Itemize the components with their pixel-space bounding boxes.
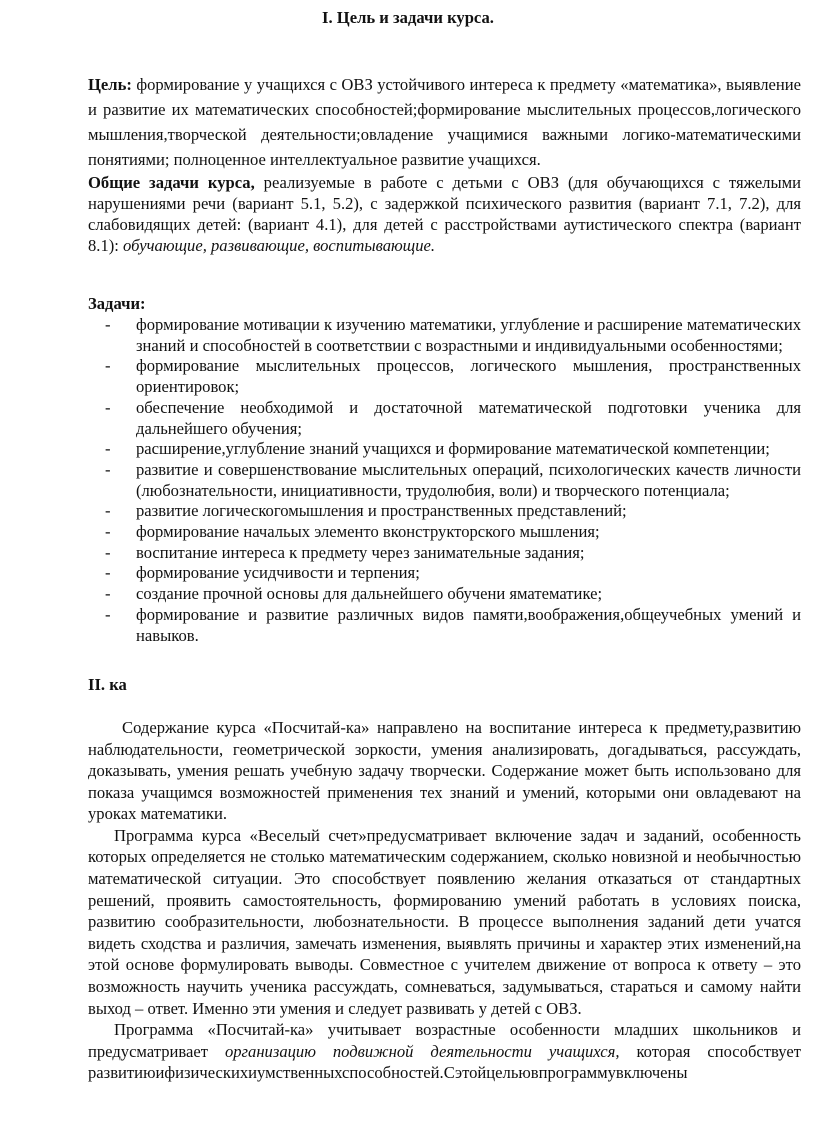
p3-italic: организацию подвижной деятельности учащихся, xyxy=(224,1041,620,1061)
task-item xyxy=(88,315,801,356)
content-paragraph-3 xyxy=(88,1019,801,1084)
section-2-title: II. ка xyxy=(88,675,127,695)
task-item xyxy=(88,563,801,584)
task-item-text: формирование усидчивости и терпения; xyxy=(136,563,420,583)
list-dash: - xyxy=(105,501,111,521)
task-item xyxy=(88,501,801,522)
task-item xyxy=(88,522,801,543)
list-dash: - xyxy=(105,397,111,417)
task-item-text: обеспечение необходимой и достаточной математической подготовки ученика для дальнейшего обучения; xyxy=(136,397,801,438)
content-paragraph-2: Программа курса «Веселый счет»предусматривает включение задач и заданий, особенность которых определяется не столько математическим содержанием, сколько новизной и необычностью математической ситуации. Это способствует появлению желания отказаться от стандартных решений, проявить самостоятельность, формированию умений работать в условиях поиска, развитию сообразительности, любознательности. В процессе выполнения заданий дети учатся видеть сходства и различия, замечать изменения, выявлять причины и характер этих изменений,на этой основе формулировать выводы. Совместное с учителем движение от вопроса к ответу – это возможность научить ученика рассуждать, сомневаться, задумываться, стараться и самому найти выход – ответ. Именно эти умения и следует развивать у детей с ОВЗ. xyxy=(88,825,801,1018)
list-dash: - xyxy=(105,439,111,459)
content-paragraph-1: Содержание курса «Посчитай-ка» направлено на воспитание интереса к предмету,развитию наблюдательности, геометрической зоркости, умения анализировать, догадываться, рассуждать, доказывать, умения решать учебную задачу творчески. Содержание может быть использовано для показа учащимся возможностей применения тех знаний и умений, которыми они овладевают на уроках математики. xyxy=(88,718,801,824)
task-item-text: формирование начальых элементо вконструкторского мышления; xyxy=(136,522,600,542)
task-item-text: развитие и совершенствование мыслительных операций, психологических качеств личности (любознательности, инициативности, трудолюбия, воли) и творческого потенциала; xyxy=(136,459,801,500)
task-item-text: создание прочной основы для дальнейшего обучени яматематике; xyxy=(136,584,603,604)
general-tasks-italic: обучающие, развивающие, воспитывающие. xyxy=(123,236,436,255)
general-tasks-label: Общие задачи курса, xyxy=(88,173,255,192)
p3-text-start: Программа «Посчитай-ка» учитывает возрастные особенности младших школьников и предусматривает xyxy=(88,1020,801,1061)
task-item xyxy=(88,356,801,397)
task-item-text: воспитание интереса к предмету через занимательные задания; xyxy=(136,542,585,562)
tasks-heading: Задачи: xyxy=(88,294,146,313)
task-item-text: формирование и развитие различных видов памяти,воображения,общеучебных умений и навыков. xyxy=(136,604,801,645)
goal-text: формирование у учащихся с ОВЗ устойчивого интереса к предмету «математика», выявление и развитие их математических способностей;формирование мыслительных процессов,логического мышления,творческой деятельности;овладение учащимися важными логико-математическими понятиями; полноценное интеллектуальное развитие учащихся. xyxy=(88,75,801,169)
list-dash: - xyxy=(105,459,111,479)
task-item xyxy=(88,584,801,605)
task-item-text: развитие логическогомышления и пространственных представлений; xyxy=(136,501,627,521)
list-dash: - xyxy=(105,604,111,624)
goal-paragraph xyxy=(88,72,801,172)
list-dash: - xyxy=(105,522,111,542)
list-dash: - xyxy=(105,356,111,376)
task-item xyxy=(88,439,801,460)
list-dash: - xyxy=(105,584,111,604)
list-dash: - xyxy=(105,563,111,583)
section-1-title: I. Цель и задачи курса. xyxy=(322,8,494,27)
list-dash: - xyxy=(105,542,111,562)
task-item xyxy=(88,460,801,501)
task-item xyxy=(88,398,801,439)
task-item-text: формирование мотивации к изучению математики, углубление и расширение математических знаний и способностей в соответствии с возрастными и индивидуальными особенностями; xyxy=(136,315,801,355)
task-item-text: формирование мыслительных процессов, логического мышления, пространственных ориентировок; xyxy=(136,356,801,397)
goal-label: Цель: xyxy=(88,75,132,94)
general-tasks-text: реализуемые в работе с детьми с ОВЗ (для обучающихся с тяжелыми нарушениями речи (вариант 5.1, 5.2), с задержкой психического развития (вариант 7.1, 7.2), для слабовидящих детей: (вариант 4.1), для детей с расстройствами аутистического спектра (вариант 8.1): xyxy=(88,173,801,255)
list-dash: - xyxy=(105,315,111,334)
task-item xyxy=(88,543,801,564)
general-tasks-paragraph xyxy=(88,172,801,256)
task-item xyxy=(88,605,801,646)
task-item-text: расширение,углубление знаний учащихся и формирование математической компетенции; xyxy=(136,439,770,459)
tasks-list xyxy=(88,315,801,646)
p3-text-end: которая способствует развитиюифизическихиумственныхспособностей.Сэтойцельювпрограммувключены xyxy=(88,1041,801,1083)
